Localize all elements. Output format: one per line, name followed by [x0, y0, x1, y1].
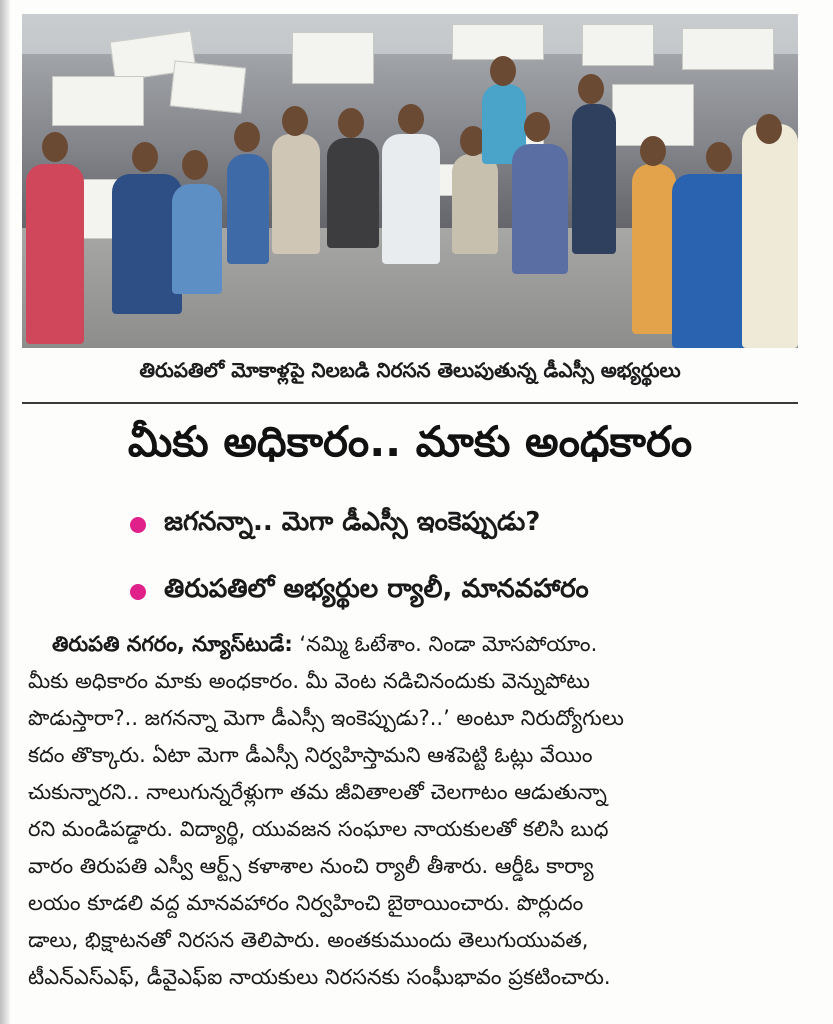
body-line: లయం కూడలి వద్ద మానవహారం నిర్వహించి బైఠాయించారు. పొర్లుదం	[28, 891, 584, 915]
body-line: కదం తొక్కారు. ఏటా మెగా డీఎస్సీ నిర్వహిస్తామని ఆశపెట్టి ఓట్లు వేయిం	[28, 743, 593, 767]
protester	[272, 134, 320, 254]
subhead-1	[130, 503, 770, 547]
placard	[292, 32, 374, 84]
protester-head	[398, 104, 424, 134]
protester	[512, 144, 568, 274]
body-line	[52, 626, 800, 663]
protester-head	[132, 142, 158, 172]
protester	[632, 164, 676, 334]
body-line: టీఎన్ఎస్ఎఫ్, డీవైఎఫ్ఐ నాయకులు నిరసనకు సంఘీభావం ప్రకటించారు.	[28, 965, 611, 989]
protester	[227, 154, 269, 264]
dateline: తిరుపతి నగరం, న్యూస్‌టుడే:	[52, 632, 293, 656]
placard	[582, 24, 654, 66]
protester	[452, 154, 498, 254]
protester-head	[182, 150, 208, 180]
placard	[52, 76, 144, 126]
bullet-dot	[130, 584, 146, 600]
placard	[170, 60, 246, 113]
protester	[26, 164, 84, 344]
subhead-2	[130, 570, 770, 614]
protester	[327, 138, 379, 248]
protester	[172, 184, 222, 294]
body-line: మీకు అధికారం మాకు అంధకారం. మీ వెంట నడిచినందుకు వెన్నుపోటు	[28, 669, 590, 693]
protester-head	[640, 136, 666, 166]
protester-head	[578, 74, 604, 104]
protester-head	[338, 108, 364, 138]
body-line: పొడుస్తారా?.. జగనన్నా మెగా డీఎస్సీ ఇంకెప్పుడు?..’ అంటూ నిరుద్యోగులు	[28, 706, 624, 730]
protester-head	[42, 132, 68, 162]
protest-photo	[22, 14, 798, 348]
bullet-dot	[130, 517, 146, 533]
caption-divider	[22, 402, 798, 404]
placard	[452, 24, 544, 60]
photo-caption: తిరుపతిలో మోకాళ్లపై నిలబడి నిరసన తెలుపుతున్న డీఎస్సీ అభ్యర్థులు	[139, 357, 681, 382]
protester-head	[524, 112, 550, 142]
subhead-1-text: జగనన్నా.. మెగా డీఎస్సీ ఇంకెప్పుడు?	[164, 507, 541, 537]
protester-head	[706, 142, 732, 172]
headline: మీకు అధికారం.. మాకు అంధకారం	[127, 417, 693, 466]
body-line: చుకున్నారని.. నాలుగున్నరేళ్లుగా తమ జీవితాలతో చెలగాటం ఆడుతున్నా	[28, 780, 607, 804]
page-edge-shadow	[0, 0, 10, 1024]
protester-head	[234, 122, 260, 152]
body-line: వారం తిరుపతి ఎస్వీ ఆర్ట్స్ కళాశాల నుంచి ర్యాలీ తీశారు. ఆర్డీఓ కార్యా	[28, 854, 594, 878]
placard	[682, 28, 774, 70]
protester-head	[756, 114, 782, 144]
body-line: రని మండిపడ్డారు. విద్యార్థి, యువజన సంఘాల నాయకులతో కలిసి బుధ	[28, 817, 609, 841]
subhead-2-text: తిరుపతిలో అభ్యర్థుల ర్యాలీ, మానవహారం	[164, 574, 589, 604]
article-body	[28, 626, 800, 996]
protester	[572, 104, 616, 254]
protester	[382, 134, 440, 264]
body-line-text: ‘నమ్మి ఓటేశాం. నిండా మోసపోయాం.	[292, 632, 598, 656]
protester	[742, 124, 798, 348]
protester-head	[490, 56, 516, 86]
protester-head	[282, 106, 308, 136]
body-line: డాలు, భిక్షాటనతో నిరసన తెలిపారు. అంతకుముందు తెలుగుయువత,	[28, 928, 589, 952]
